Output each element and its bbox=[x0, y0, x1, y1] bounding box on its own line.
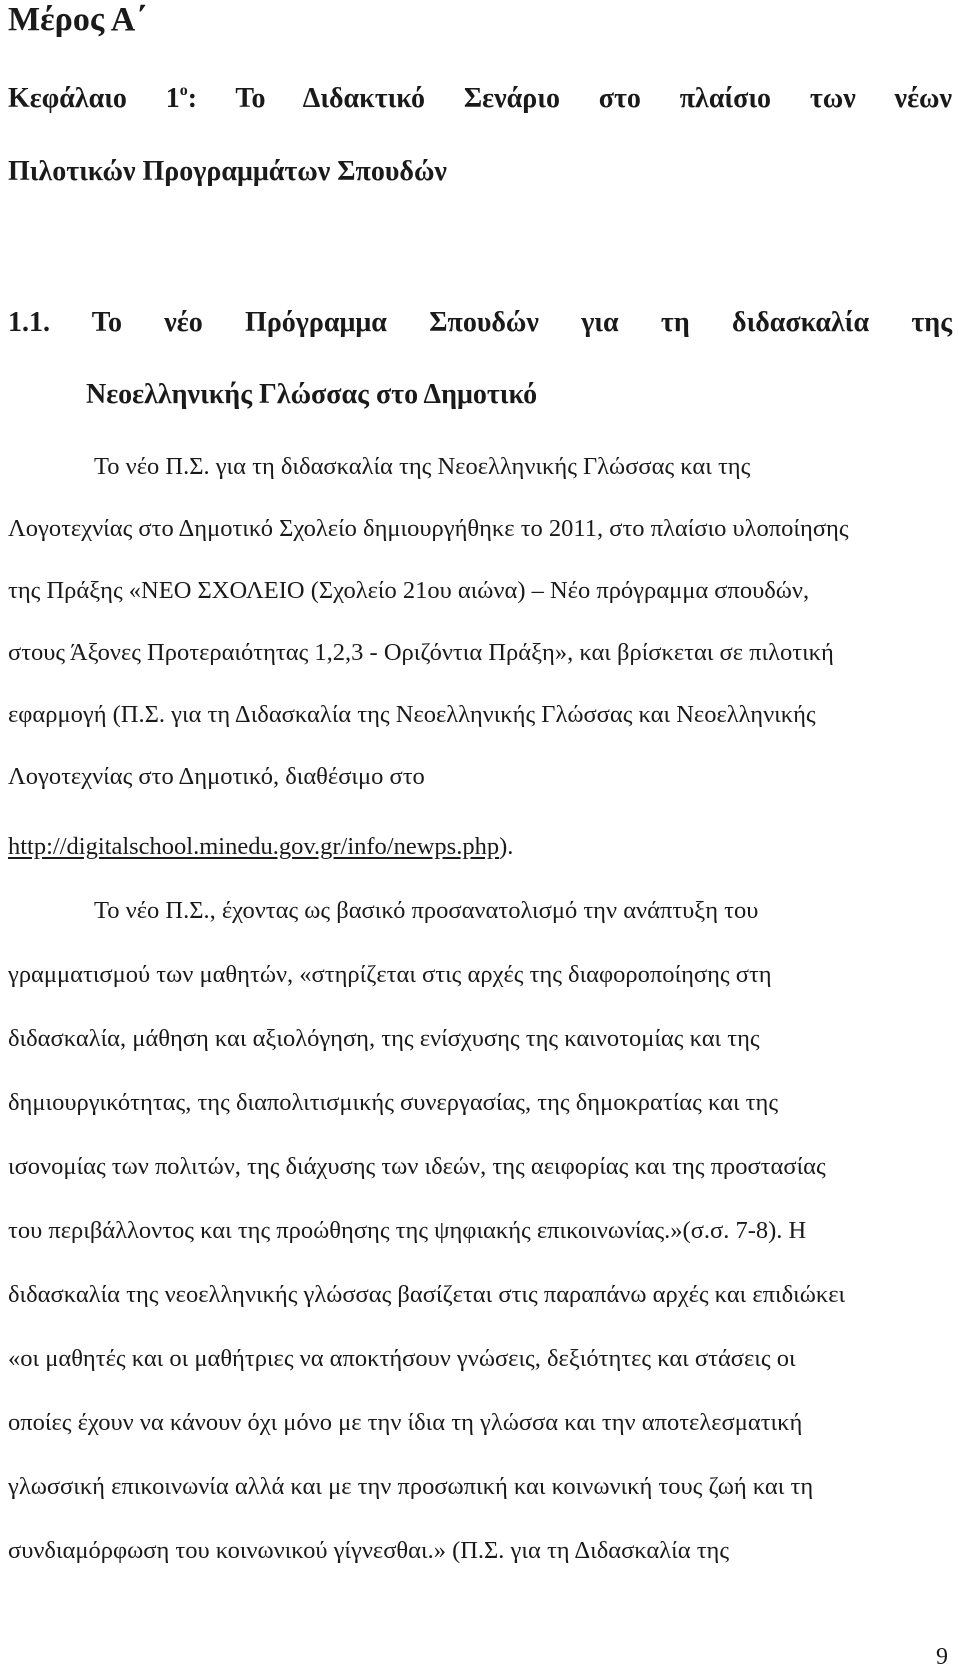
text-line: Λογοτεχνίας στο Δημοτικό, διαθέσιμο στο bbox=[8, 763, 425, 790]
text-line: διδασκαλία της νεοελληνικής γλώσσας βασίζεται στις παραπάνω αρχές και επιδιώκει bbox=[8, 1281, 846, 1308]
source-link[interactable]: http://digitalschool.minedu.gov.gr/info/newps.php bbox=[8, 833, 500, 860]
text-line: του περιβάλλοντος και της προώθησης της ψηφιακής επικοινωνίας.»(σ.σ. 7-8). Η bbox=[8, 1217, 807, 1244]
page-number: 9 bbox=[936, 1644, 948, 1670]
section-heading-line2: Νεοελληνικής Γλώσσας στο Δημοτικό bbox=[86, 379, 538, 410]
text-line: Το νέο Π.Σ., έχοντας ως βασικό προσανατολισμό την ανάπτυξη του bbox=[94, 897, 759, 924]
text-line: οποίες έχουν να κάνουν όχι μόνο με την ίδια τη γλώσσα και την αποτελεσματική bbox=[8, 1409, 803, 1436]
text-line: Λογοτεχνίας στο Δημοτικό Σχολείο δημιουργήθηκε το 2011, στο πλαίσιο υλοποίησης bbox=[8, 515, 849, 542]
chapter-heading-line2: Πιλοτικών Προγραμμάτων Σπουδών bbox=[8, 156, 447, 187]
text-line: «οι μαθητές και οι μαθήτριες να αποκτήσουν γνώσεις, δεξιότητες και στάσεις οι bbox=[8, 1345, 796, 1372]
text-line: Το νέο Π.Σ. για τη διδασκαλία της Νεοελληνικής Γλώσσας και της bbox=[94, 453, 751, 480]
text-line: στους Άξονες Προτεραιότητας 1,2,3 - Οριζόντια Πράξη», και βρίσκεται σε πιλοτική bbox=[8, 639, 834, 666]
text-line: γλωσσική επικοινωνία αλλά και με την προσωπική και κοινωνική τους ζωή και τη bbox=[8, 1473, 814, 1500]
text-line: συνδιαμόρφωση του κοινωνικού γίγνεσθαι.» (Π.Σ. για τη Διδασκαλία της bbox=[8, 1537, 730, 1564]
chapter-ordinal: ο bbox=[179, 82, 188, 99]
chapter-title: : Το Διδακτικό Σενάριο στο πλαίσιο των νέων bbox=[187, 83, 953, 114]
chapter-prefix: Κεφάλαιο 1 bbox=[8, 83, 180, 114]
chapter-heading bbox=[8, 82, 952, 116]
link-tail: ). bbox=[499, 833, 514, 860]
text-line: της Πράξης «ΝΕΟ ΣΧΟΛΕΙΟ (Σχολείο 21ου αιώνα) – Νέο πρόγραμμα σπουδών, bbox=[8, 577, 810, 604]
text-line bbox=[8, 832, 513, 862]
part-heading: Μέρος Α΄ bbox=[8, 1, 147, 38]
section-heading: 1.1. Το νέο Πρόγραμμα Σπουδών για τη διδασκαλία της bbox=[8, 307, 952, 338]
text-line: γραμματισμού των μαθητών, «στηρίζεται στις αρχές της διαφοροποίησης στη bbox=[8, 961, 772, 988]
text-line: δημιουργικότητας, της διαπολιτισμικής συνεργασίας, της δημοκρατίας και της bbox=[8, 1089, 779, 1116]
text-line: εφαρμογή (Π.Σ. για τη Διδασκαλία της Νεοελληνικής Γλώσσας και Νεοελληνικής bbox=[8, 701, 816, 728]
text-line: ισονομίας των πολιτών, της διάχυσης των ιδεών, της αειφορίας και της προστασίας bbox=[8, 1153, 826, 1180]
text-line: διδασκαλία, μάθηση και αξιολόγηση, της ενίσχυσης της καινοτομίας και της bbox=[8, 1025, 760, 1052]
